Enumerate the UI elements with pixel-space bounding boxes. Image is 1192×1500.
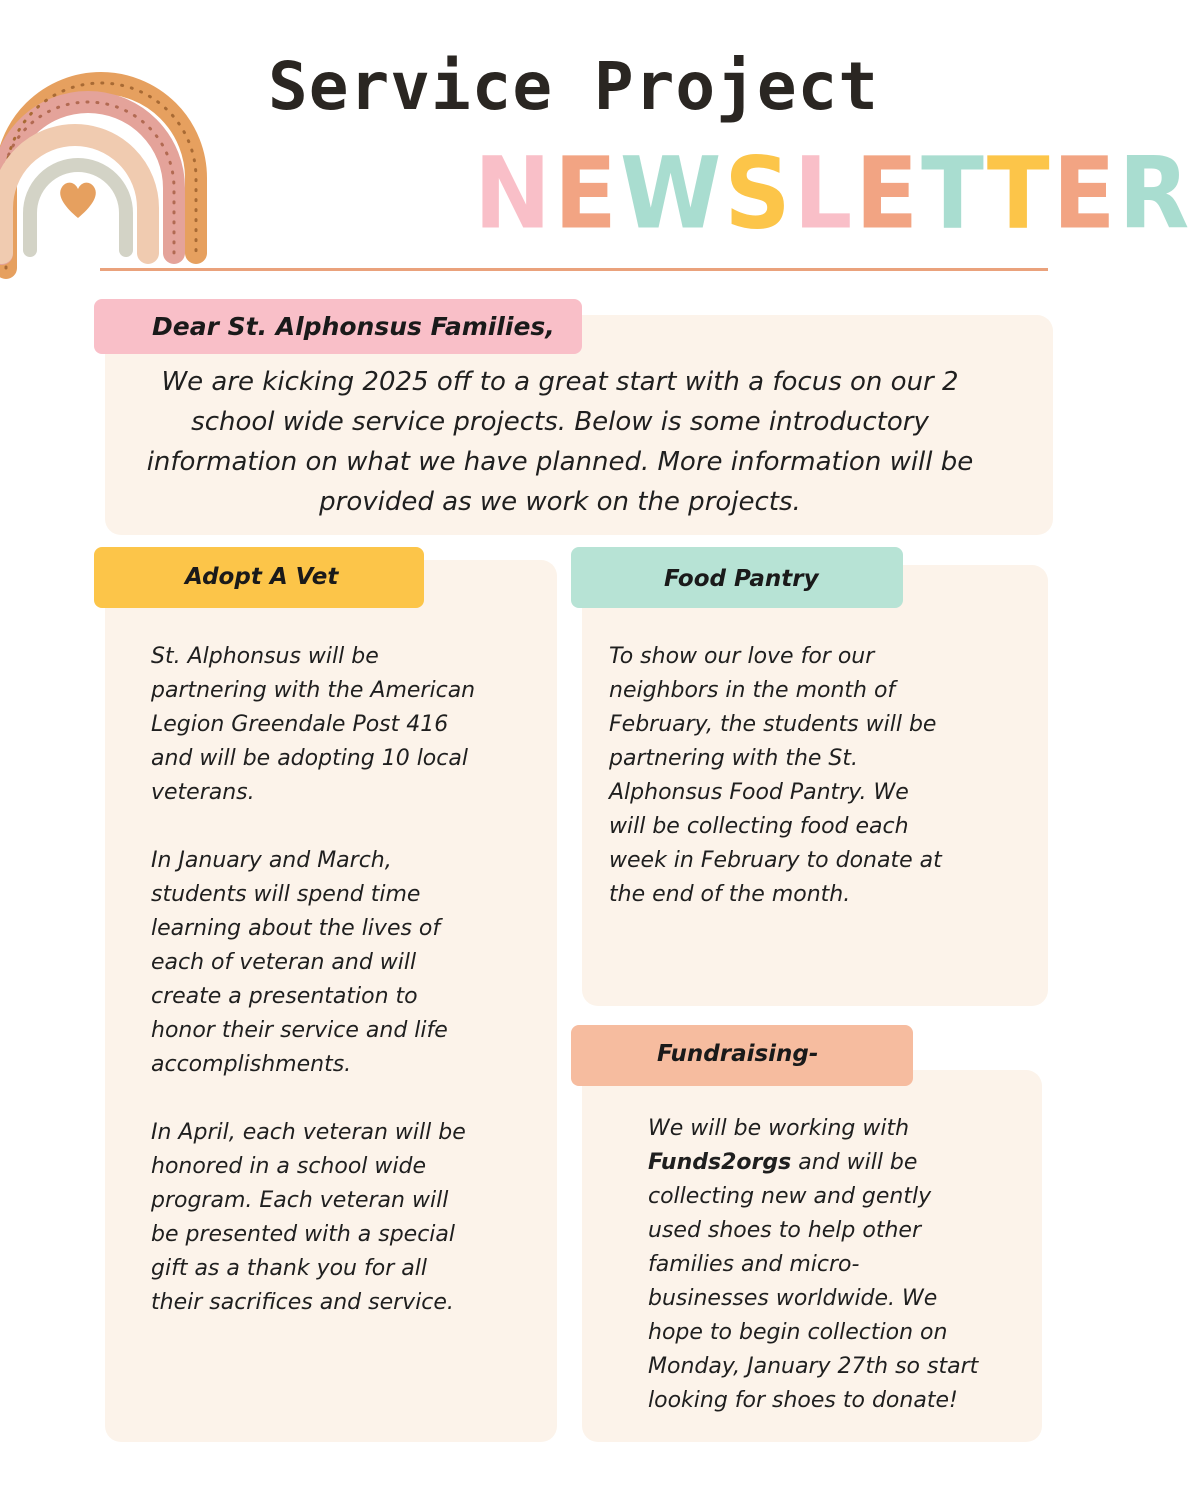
food-pantry-heading: Food Pantry bbox=[664, 566, 819, 592]
greeting-text: Dear St. Alphonsus Families, bbox=[152, 312, 555, 341]
header-divider bbox=[100, 268, 1048, 271]
banner-letter: N bbox=[474, 135, 554, 252]
banner-letter: R bbox=[1118, 135, 1192, 252]
fundraising-text-before: We will be working with bbox=[648, 1116, 910, 1141]
greeting-tab bbox=[94, 299, 582, 354]
rainbow-heart-icon bbox=[0, 28, 215, 268]
newsletter-title: Service Project bbox=[268, 48, 880, 125]
adopt-vet-tab bbox=[94, 547, 424, 608]
food-pantry-tab bbox=[571, 547, 903, 608]
newsletter-banner bbox=[474, 135, 1192, 252]
adopt-vet-heading: Adopt A Vet bbox=[185, 564, 339, 590]
food-pantry-body: To show our love for our neighbors in the month of February, the students will be partnering with the St. Alphonsus Food Pantry. We will be collecting food each week in February to donate at the end of the month. bbox=[609, 644, 942, 907]
intro-message: We are kicking 2025 off to a great start with a focus on our 2 school wide service projects. Below is some introductory information on what we have planned. More information will be provided as we work on the projects. bbox=[146, 367, 974, 517]
banner-letter: L bbox=[793, 135, 856, 252]
fundraising-tab bbox=[571, 1025, 913, 1086]
banner-letter: E bbox=[554, 135, 620, 252]
adopt-vet-body: St. Alphonsus will be partnering with the American Legion Greendale Post 416 and will be adopting 10 local veterans. In January and March, students will spend time learning about the lives of each of veteran and will create a presentation to honor their service and life accomplishments. In April, each veteran will be honored in a school wide program. Each veteran will be presented with a special gift as a thank you for all their sacrifices and service. bbox=[151, 644, 476, 1315]
banner-letter: T bbox=[921, 135, 987, 252]
fundraising-text-after: and will be collecting new and gently used shoes to help other families and micro- businesses worldwide. We hope to begin collection on Monday, January 27th so start looking for shoes to donate! bbox=[648, 1150, 979, 1413]
banner-letter: W bbox=[619, 135, 725, 252]
fundraising-body bbox=[648, 1112, 1028, 1418]
banner-letter: S bbox=[724, 135, 794, 252]
banner-letter: T bbox=[986, 135, 1053, 252]
funds2orgs-name: Funds2orgs bbox=[648, 1150, 792, 1175]
banner-letter: E bbox=[1052, 135, 1119, 252]
fundraising-heading: Fundraising- bbox=[657, 1041, 819, 1067]
banner-letter: E bbox=[855, 135, 922, 252]
